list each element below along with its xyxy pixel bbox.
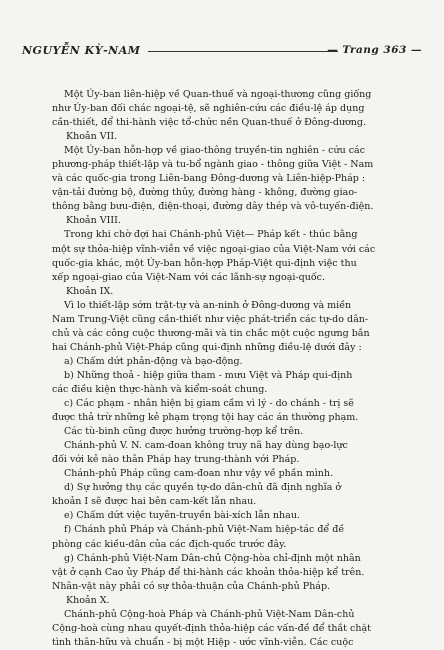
section-heading: Khoản VII. — [66, 131, 118, 143]
text-line: Một Ủy-ban hỗn-hợp về giao-thông truyền-tin nghiên - cứu các — [64, 145, 366, 157]
text-line: d) Sự hưởng thụ các quyền tự-do dân-chủ đã định nghĩa ở — [64, 482, 342, 494]
text-line: f) Chánh phủ Pháp và Chánh-phủ Việt-Nam hiệp-tác để đề — [64, 524, 345, 536]
text-line: e) Chấm dứt việc tuyên-truyền bài-xích lẫn nhau. — [64, 510, 300, 522]
section-heading: Khoản VIII. — [66, 215, 121, 227]
text-line: vận-tải đường bộ, đường thủy, đường hàng - không, đường giao- — [52, 187, 358, 199]
text-line: b) Những thoả - hiệp giữa tham - mưu Việt và Pháp qui-định — [64, 369, 353, 381]
text-line: một sự thỏa-hiệp vĩnh-viễn về việc ngoại-giao của Việt-Nam với các — [52, 243, 376, 255]
text-line: Nam Trung-Việt cũng cần-thiết như việc phát-triển các tự-do dân- — [52, 313, 369, 325]
text-line: xếp ngoại-giao của Việt-Nam với các lãnh-sự ngoại-quốc. — [52, 271, 325, 283]
text-line: Vì lo thiết-lập sớm trật-tự và an-ninh ở Đông-dương và miền — [64, 299, 352, 311]
text-line: như Ủy-ban đối chác ngoại-tệ, sẽ nghiên-cứu các điều-lệ áp dụng — [52, 103, 365, 115]
section-heading: Khoản IX. — [66, 285, 114, 297]
text-line: Chánh-phủ Cộng-hoà Pháp và Chánh-phủ Việt-Nam Dân-chủ — [64, 608, 355, 620]
text-line: chủ và các công cuộc thương-mãi và tin chắc một cuộc ngưng bắn — [52, 327, 370, 339]
header-rule — [148, 51, 338, 52]
text-line: khoản I sẽ được hai bên cam-kết lẫn nhau. — [52, 496, 257, 508]
text-line: đối với kẻ nào thân Pháp hay trung-thành với Pháp. — [52, 454, 300, 466]
text-line: Chánh-phủ V. N. cam-đoan không truy nã hay dùng bạo-lực — [64, 440, 348, 452]
text-line: Nhân-vật này phải có sự thỏa-thuận của Chánh-phủ Pháp. — [52, 580, 331, 592]
text-line: Chánh-phủ Pháp cũng cam-đoan như vậy về phần mình. — [64, 468, 334, 480]
text-line: các điều kiện thực-hành và kiểm-soát chung. — [52, 383, 268, 395]
text-line: a) Chấm dứt phản-động và bạo-động. — [64, 355, 243, 367]
text-line: cần-thiết, để thi-hành việc tổ-chức nền Quan-thuế ở Đông-dương. — [52, 117, 367, 129]
text-line: hai Chánh-phủ Việt-Pháp cũng qui-định những điều-lệ dưới đây : — [52, 341, 362, 353]
text-line: được thả trừ những kẻ phạm trọng tội hay các án thường phạm. — [52, 412, 359, 424]
page-body-text — [52, 88, 418, 650]
text-line: thông bằng bưu-điện, điện-thoại, đường dây thép và vô-tuyến-điện. — [52, 201, 374, 213]
text-line: g) Chánh-phủ Việt-Nam Dân-chủ Cộng-hòa chỉ-định một nhân — [64, 552, 361, 564]
text-line: Một Ủy-ban liên-hiệp về Quan-thuế và ngoại-thương cũng giống — [64, 89, 372, 100]
text-line: Các tù-binh cũng được hưởng trường-hợp kể trên. — [64, 426, 304, 438]
running-header — [22, 44, 422, 60]
text-line: phòng các kiều-dân của các địch-quốc trước đây. — [52, 538, 287, 550]
text-line: phương-pháp thiết-lập và tu-bổ ngành giao - thông giữa Việt - Nam — [52, 159, 374, 171]
page-number: — Trang 363 — — [327, 44, 422, 56]
author-name: NGUYỄN KỲ-NAM — [22, 44, 141, 57]
text-line: quốc-gia khác, một Ủy-ban hỗn-hợp Pháp-Việt qui-định việc thu — [52, 257, 357, 269]
text-line: c) Các phạm - nhân hiện bị giam cầm vì lý - do chánh - trị sẽ — [64, 398, 354, 410]
text-line: tình thân-hữu và chuẩn - bị một Hiệp - ước vĩnh-viễn. Các cuộc — [52, 636, 354, 648]
text-line: và các quốc-gia trong Liên-bang Đông-dương và Liên-hiệp-Pháp : — [52, 173, 366, 185]
text-line: Trong khi chờ đợi hai Chánh-phủ Việt— Pháp kết - thúc bằng — [64, 229, 358, 241]
text-line: Cộng-hoà cùng nhau quyết-định thỏa-hiệp các vấn-đề để thắt chặt — [52, 622, 371, 634]
text-line: vật ở cạnh Cao ủy Pháp để thi-hành các khoản thỏa-hiệp kể trên. — [52, 566, 365, 578]
section-heading: Khoản X. — [66, 594, 110, 606]
